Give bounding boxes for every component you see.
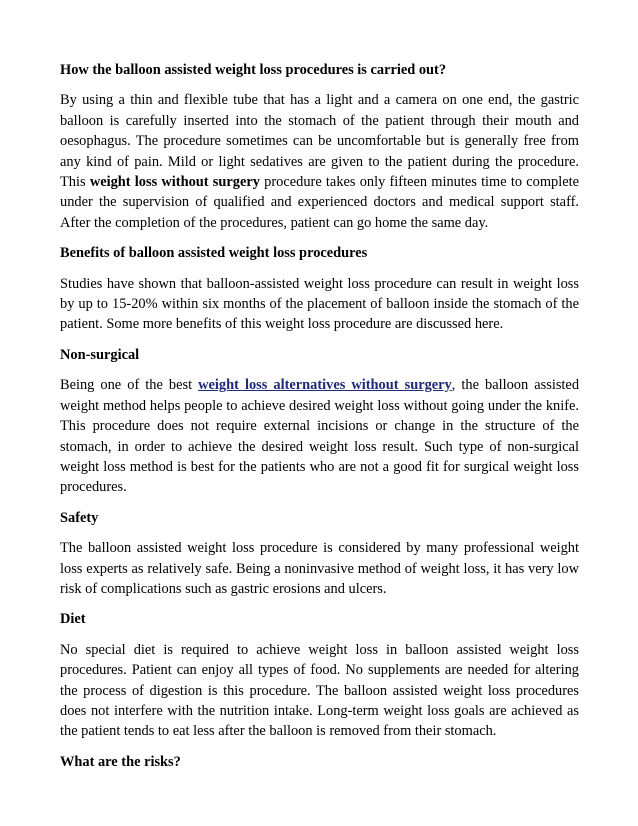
document-page	[60, 60, 579, 782]
heading-how-carried-out: How the balloon assisted weight loss procedures is carried out?	[60, 62, 447, 78]
paragraph-diet: No special diet is required to achieve weight loss in balloon assisted weight loss procedures. Patient can enjoy all types of food. No supplements are needed for altering the process of digestion is this procedure. The balloon assisted weight loss procedures does not interfere with the nutrition intake. Long-term weight loss goals are achieved as the patient tends to eat less after the balloon is removed from their stomach.	[60, 641, 579, 740]
paragraph-safety: The balloon assisted weight loss procedure is considered by many professional weight loss experts as relatively safe. Being a noninvasive method of weight loss, it has very low risk of complications such as gastric erosions and ulcers.	[60, 540, 579, 597]
heading-non-surgical: Non-surgical	[60, 346, 140, 363]
heading-risks: What are the risks?	[60, 753, 181, 770]
heading-benefits: Benefits of balloon assisted weight loss procedures	[60, 245, 368, 262]
bold-weight-loss-without-surgery: weight loss without surgery	[89, 174, 260, 191]
paragraph-procedure-text-1: By using a thin and flexible tube that has a light and a camera on one end, the gastric balloon is carefully inserted into the stomach of the patient through their mouth and oesophagus. The procedure sometimes can be uncomfortable but is generally free from any kind of pain. Mild or light sedatives are given to the patient during the procedure. This	[60, 92, 579, 191]
link-weight-loss-alternatives[interactable]: weight loss alternatives without surgery	[198, 377, 452, 394]
paragraph-procedure	[60, 90, 579, 233]
heading-diet: Diet	[60, 611, 86, 628]
paragraph-procedure-text-2: procedure takes only fifteen minutes time to complete under the supervision of qualified and experienced doctors and medical support staff. After the completion of the procedures, patient can go home the same day.	[60, 174, 580, 231]
paragraph-benefits: Studies have shown that balloon-assisted weight loss procedure can result in weight loss by up to 15-20% within six months of the placement of balloon inside the stomach of the patient. Some more benefits of this weight loss procedure are discussed here.	[60, 275, 579, 333]
heading-safety: Safety	[60, 509, 99, 526]
paragraph-non-surgical	[60, 375, 579, 497]
paragraph-non-surgical-text-2: , the balloon assisted weight method helps people to achieve desired weight loss without going under the knife. This procedure does not require external incisions or change in the structure of the stomach, in order to achieve the desired weight loss result. Such type of non-surgical weight loss method is best for the patients who are not a good fit for surgical weight loss procedures.	[60, 377, 580, 496]
paragraph-non-surgical-text-1: Being one of the best	[60, 377, 199, 394]
